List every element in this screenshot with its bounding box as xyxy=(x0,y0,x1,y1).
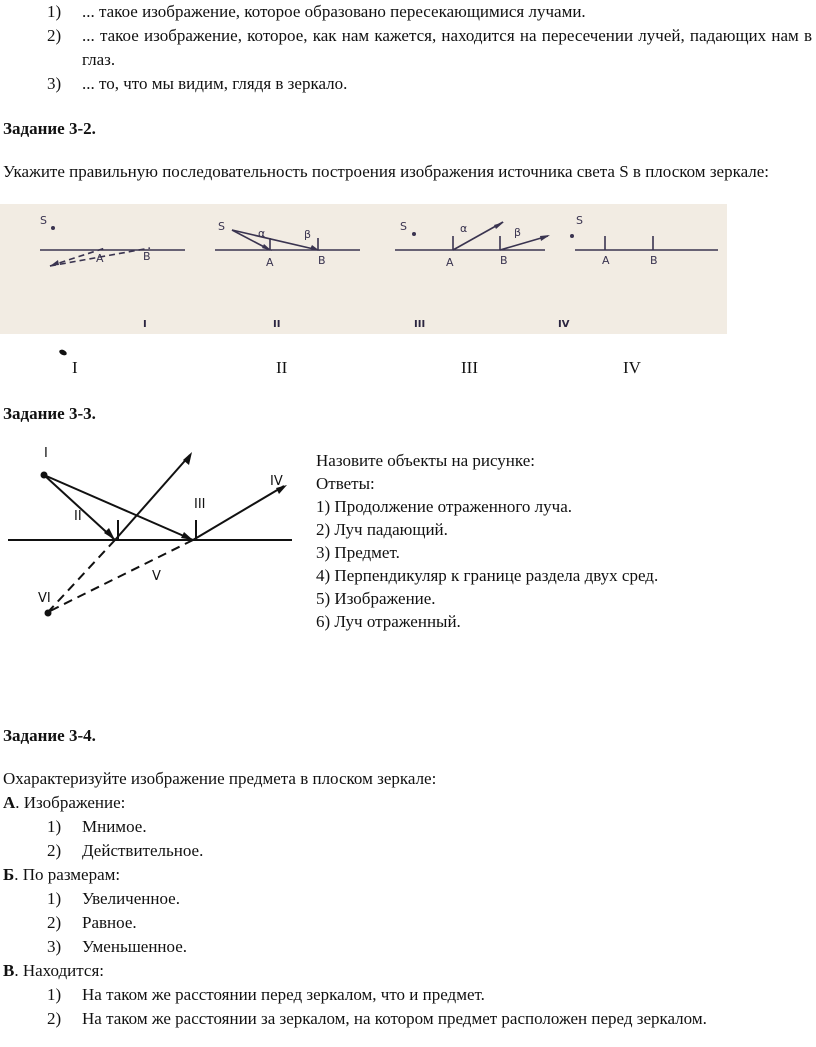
answer-item: 2) Луч падающий. xyxy=(316,520,448,539)
group-letter: Б xyxy=(3,865,15,884)
figure-label: V xyxy=(152,569,161,584)
list-number: 2) xyxy=(47,26,62,45)
panel-label: I xyxy=(143,319,147,330)
figure-label: VI xyxy=(38,591,51,606)
task-heading: Задание 3-2. xyxy=(3,119,96,138)
point-label-a: A xyxy=(266,256,274,269)
figure-label: III xyxy=(194,497,206,512)
group-title-text: . По размерам: xyxy=(14,865,121,884)
point-label-b: B xyxy=(500,254,508,267)
task-heading: Задание 3-3. xyxy=(3,404,96,423)
option-number: 2) xyxy=(47,913,62,932)
option-number: 1) xyxy=(47,985,62,1004)
option-text: Действительное. xyxy=(82,841,204,860)
option-text: На таком же расстоянии за зеркалом, на котором предмет расположен перед зеркалом. xyxy=(82,1009,707,1028)
option-text: Мнимое. xyxy=(82,817,147,836)
point-label-b: B xyxy=(143,250,151,263)
group-title xyxy=(3,959,104,983)
option-item xyxy=(47,815,147,839)
option-item xyxy=(47,887,180,911)
answer-item: 6) Луч отраженный. xyxy=(316,612,461,631)
group-letter: А xyxy=(3,793,16,812)
list-number: 3) xyxy=(47,74,62,93)
group-title xyxy=(3,791,125,815)
angle-label-beta: β xyxy=(514,226,522,239)
group-title-text: . Находится: xyxy=(14,961,105,980)
option-text: На таком же расстоянии перед зеркалом, что и предмет. xyxy=(82,985,485,1004)
source-label: S xyxy=(40,214,47,227)
task-question: Охарактеризуйте изображение предмета в плоском зеркале: xyxy=(3,769,437,788)
answer-item: 4) Перпендикуляр к границе раздела двух сред. xyxy=(316,566,659,585)
task-heading: Задание 3-4. xyxy=(3,726,96,745)
scanned-figure xyxy=(0,204,727,334)
option-item xyxy=(47,839,203,863)
group-title-text: . Изображение: xyxy=(15,793,126,812)
list-text: ... такое изображение, которое образовано пересекающимися лучами. xyxy=(82,2,586,21)
panel-label: IV xyxy=(558,319,570,330)
option-item xyxy=(47,983,485,1007)
point-label-b: B xyxy=(318,254,326,267)
answers-prompt: Назовите объекты на рисунке: xyxy=(316,451,535,470)
option-text: Увеличенное. xyxy=(82,889,180,908)
angle-label-beta: β xyxy=(304,228,312,241)
source-label: S xyxy=(218,220,225,233)
list-number: 1) xyxy=(47,2,62,21)
answers-label: Ответы: xyxy=(316,474,375,493)
point-label-a: A xyxy=(96,252,104,265)
source-label: S xyxy=(400,220,407,233)
answer-item: 5) Изображение. xyxy=(316,589,436,608)
figure-label: I xyxy=(44,446,48,461)
option-number: 1) xyxy=(47,889,62,908)
option-text: Равное. xyxy=(82,913,137,932)
figure-label: IV xyxy=(270,474,283,489)
task-question: Укажите правильную последовательность построения изображения источника света S в плоском зеркале: xyxy=(3,162,770,181)
option-item xyxy=(47,935,187,959)
option-number: 2) xyxy=(47,1009,62,1028)
angle-label-alpha: α xyxy=(460,222,468,235)
figure-caption: II xyxy=(276,358,288,377)
point-label-a: A xyxy=(446,256,454,269)
option-number: 2) xyxy=(47,841,62,860)
point-label-a: A xyxy=(602,254,610,267)
panel-label: III xyxy=(414,319,426,330)
figure-caption: IV xyxy=(623,358,641,377)
option-item xyxy=(47,911,137,935)
answer-item: 3) Предмет. xyxy=(316,543,400,562)
option-number: 3) xyxy=(47,937,62,956)
source-label: S xyxy=(576,214,583,227)
option-text: Уменьшенное. xyxy=(82,937,188,956)
answer-item: 1) Продолжение отраженного луча. xyxy=(316,497,573,516)
list-text: ... то, что мы видим, глядя в зеркало. xyxy=(82,74,348,93)
mirror-construction-figure xyxy=(0,204,727,334)
stray-mark xyxy=(58,349,67,357)
list-text: ... такое изображение, которое, как нам кажется, находится на пересечении лучей, падающих нам в глаз. xyxy=(82,26,812,69)
figure-caption: I xyxy=(72,358,78,377)
group-letter: В xyxy=(3,961,15,980)
angle-label-alpha: α xyxy=(258,227,266,240)
panel-label: II xyxy=(273,319,281,330)
figure-label: II xyxy=(74,509,82,524)
figure-caption: III xyxy=(461,358,478,377)
reflection-diagram xyxy=(0,430,300,630)
option-number: 1) xyxy=(47,817,62,836)
group-title xyxy=(3,863,120,887)
point-label-b: B xyxy=(650,254,658,267)
reflection-figure xyxy=(0,430,300,630)
